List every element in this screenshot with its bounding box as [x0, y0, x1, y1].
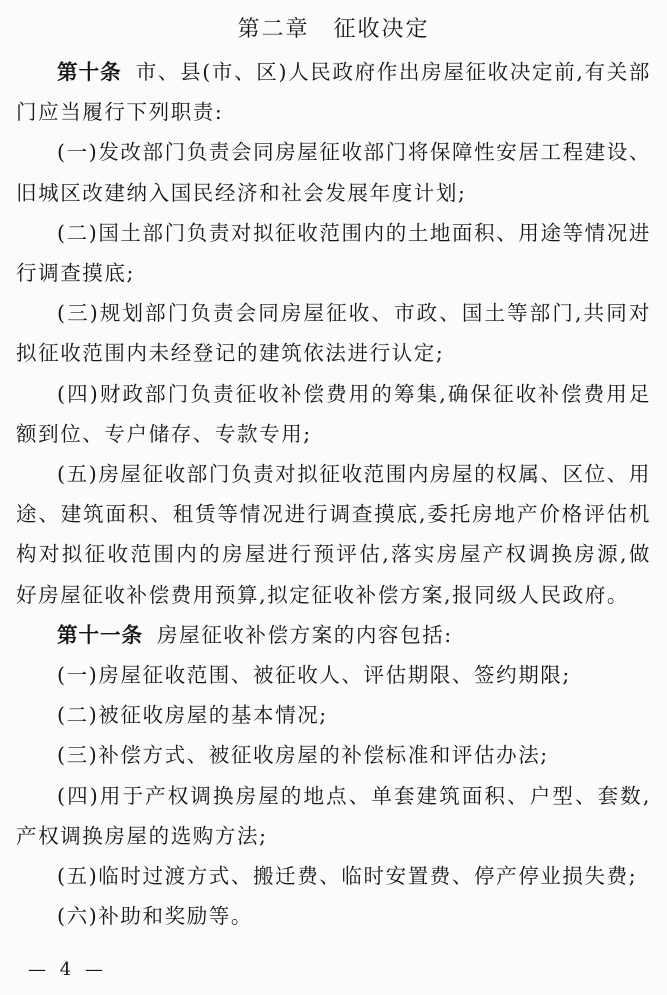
- article-10-item-5: (五)房屋征收部门负责对拟征收范围内房屋的权属、区位、用途、建筑面积、租赁等情况进行调查摸底,委托房地产价格评估机构对拟征收范围内的房屋进行预评估,落实房屋产权调换房源,做好房屋征收补偿费用预算,拟定征收补偿方案,报同级人民政府。: [16, 462, 651, 607]
- article-11-intro: [16, 615, 651, 655]
- article-11-item-2: (二)被征收房屋的基本情况;: [57, 703, 328, 728]
- article-11-intro-text: 房屋征收补偿方案的内容包括:: [157, 622, 453, 647]
- article-10-heading: 第十条: [57, 60, 122, 84]
- article-10-item-1: (一)发改部门负责会同房屋征收部门将保障性安居工程建设、旧城区改建纳入国民经济和社会发展年度计划;: [16, 140, 651, 205]
- article-10-intro-text: 市、县(市、区)人民政府作出房屋征收决定前,有关部门应当履行下列职责:: [16, 60, 652, 125]
- article-11-item-3: (三)补偿方式、被征收房屋的补偿标准和评估办法;: [57, 743, 549, 768]
- article-10-item-2: (二)国土部门负责对拟征收范围内的土地面积、用途等情况进行调查摸底;: [16, 220, 651, 286]
- article-11-heading: 第十一条: [57, 622, 143, 647]
- article-10-item-3: (三)规划部门负责会同房屋征收、市政、国土等部门,共同对拟征收范围内未经登记的建筑依法进行认定;: [16, 301, 651, 366]
- article-11-item-5: (五)临时过渡方式、搬迁费、临时安置费、停产停业损失费;: [57, 864, 638, 889]
- article-10-intro: [16, 52, 651, 132]
- article-11-item-4: (四)用于产权调换房屋的地点、单套建筑面积、户型、套数,产权调换房屋的选购方法;: [16, 783, 651, 848]
- page-number: — 4 —: [28, 959, 107, 980]
- chapter-title: 第二章 征收决定: [237, 17, 430, 42]
- article-11-item-1: (一)房屋征收范围、被征收人、评估期限、签约期限;: [57, 663, 571, 688]
- article-10-item-4: (四)财政部门负责征收补偿费用的筹集,确保征收补偿费用足额到位、专户储存、专款专用;: [16, 381, 651, 446]
- article-11-item-6: (六)补助和奖励等。: [57, 904, 253, 929]
